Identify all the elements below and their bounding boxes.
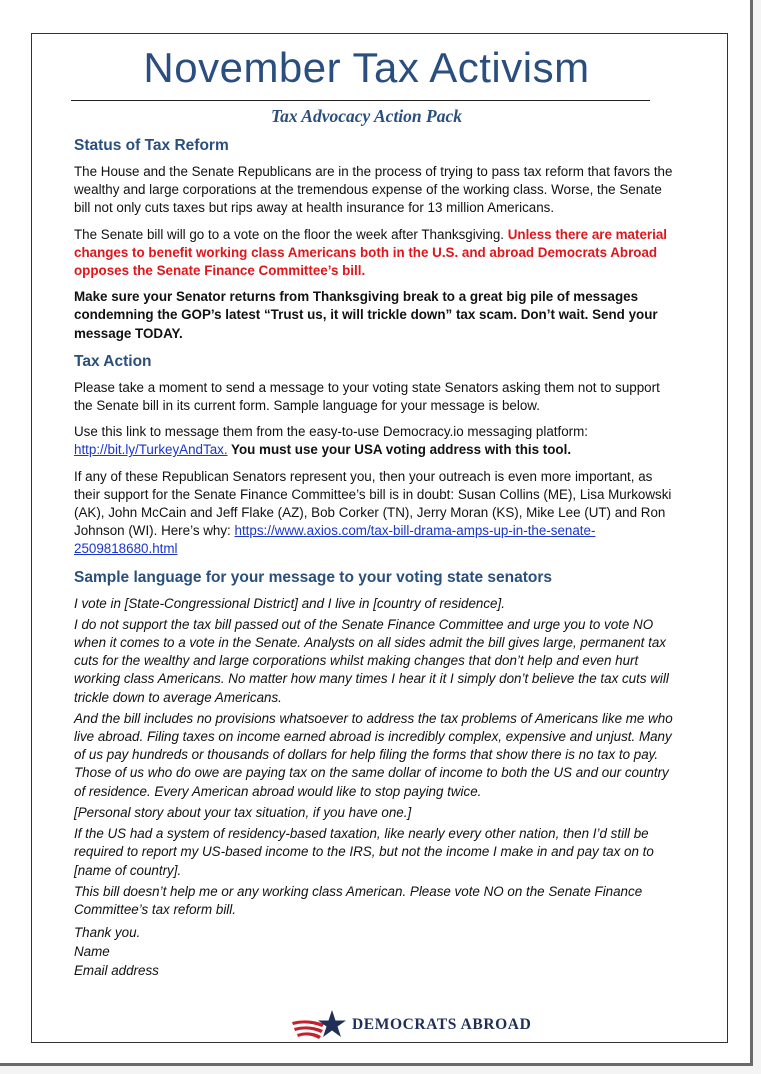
document-subtitle: Tax Advocacy Action Pack bbox=[270, 106, 462, 126]
action-heading: Tax Action bbox=[74, 352, 152, 370]
axios-article-link[interactable]: https://www.axios.com/tax-bill-drama-amps-up-in-the-senate-2509818680.html bbox=[74, 523, 596, 557]
voting-address-note: You must use your USA voting address with this tool. bbox=[227, 442, 572, 458]
action-paragraph-2-text: Use this link to message them from the easy-to-use Democracy.io messaging platform: bbox=[74, 424, 589, 440]
action-paragraph-1: Please take a moment to send a message to your voting state Senators asking them not to support the Senate bill in its current form. Sample language for your message is below. bbox=[74, 379, 660, 414]
star-flag-icon bbox=[290, 1008, 348, 1042]
action-paragraph-3-text: If any of these Republican Senators represent you, then your outreach is even more important, as their support for the Senate Finance Committee’s bill is in doubt: Susan Collins (ME), Lisa Murkowski (AK), John McCain and Jeff Flake (AZ), Bob Corker (TN), Jerry Moran (KS), Mike Lee (UT) and Ron Johnson (WI). Here’s why: bbox=[74, 468, 672, 539]
sample-paragraph: If the US had a system of residency-based taxation, like nearly every other nation, then I’d still be required to report my US-based income to the IRS, but not the income I make in and pay tax on to [name of country]. bbox=[74, 826, 654, 878]
sample-paragraph: I vote in [State-Congressional District] and I live in [country of residence]. bbox=[74, 595, 505, 611]
sample-paragraph: This bill doesn’t help me or any working class American. Please vote NO on the Senate Finance Committee’s tax reform bill. bbox=[74, 883, 643, 917]
action-paragraph-3 bbox=[74, 468, 674, 559]
status-paragraph-2-text: The Senate bill will go to a vote on the floor the week after Thanksgiving. bbox=[74, 226, 508, 242]
sample-heading: Sample language for your message to your voting state senators bbox=[74, 568, 553, 586]
status-paragraph-2 bbox=[74, 226, 674, 281]
sign-off-line: Name bbox=[74, 944, 110, 960]
sample-paragraph: [Personal story about your tax situation, if you have one.] bbox=[74, 804, 412, 820]
document-body bbox=[43, 135, 690, 980]
sample-letter bbox=[74, 595, 674, 980]
document-title: November Tax Activism bbox=[143, 44, 590, 91]
democracy-io-link[interactable]: http://bit.ly/TurkeyAndTax. bbox=[74, 442, 228, 458]
status-paragraph-3: Make sure your Senator returns from Thanksgiving break to a great big pile of messages condemning the GOP’s latest “Trust us, it will trickle down” tax scam. Don’t wait. Send your message TODAY. bbox=[74, 289, 658, 341]
sign-off-line: Email address bbox=[74, 963, 159, 979]
document-content bbox=[43, 40, 690, 980]
sample-paragraph: I do not support the tax bill passed out of the Senate Finance Committee and urge you to vote NO when it comes to a vote in the Senate. Analysts on all sides admit the bill gives large, permanent tax cuts for the wealthy and large corporations whilst making changes that don’t help and even hurt working class Americans. No matter how many times I hear it it I simply don’t believe the tax cuts will trickle down to average Americans. bbox=[74, 616, 669, 705]
status-paragraph-1: The House and the Senate Republicans are in the process of trying to pass tax reform that favors the wealthy and large corporations at the tremendous expense of the working class. Worse, the Senate bill not only cuts taxes but rips away at health insurance for 13 million Americans. bbox=[74, 164, 673, 216]
democrats-abroad-logo bbox=[290, 1005, 540, 1045]
opposition-statement: Unless there are material changes to benefit working class Americans both in the U.S. and abroad Democrats Abroad opposes the Senate Finance Committee’s bill. bbox=[74, 226, 668, 279]
logo-text: DEMOCRATS ABROAD bbox=[352, 1016, 532, 1033]
sign-off bbox=[74, 923, 674, 980]
title-rule bbox=[71, 100, 650, 101]
sample-paragraph: And the bill includes no provisions whatsoever to address the tax problems of Americans like me who live abroad. Filing taxes on income earned abroad is incredibly complex, expensive and unjust. Many of us pay hundreds or thousands of dollars for help filing the forms that show there is no tax to pay. Those of us who do owe are paying tax on the same dollar of income to both the US and our country of residence. Every American abroad would like to stop paying twice. bbox=[74, 710, 673, 799]
action-paragraph-2 bbox=[74, 423, 674, 459]
sign-off-line: Thank you. bbox=[74, 925, 141, 941]
status-heading: Status of Tax Reform bbox=[74, 137, 229, 154]
